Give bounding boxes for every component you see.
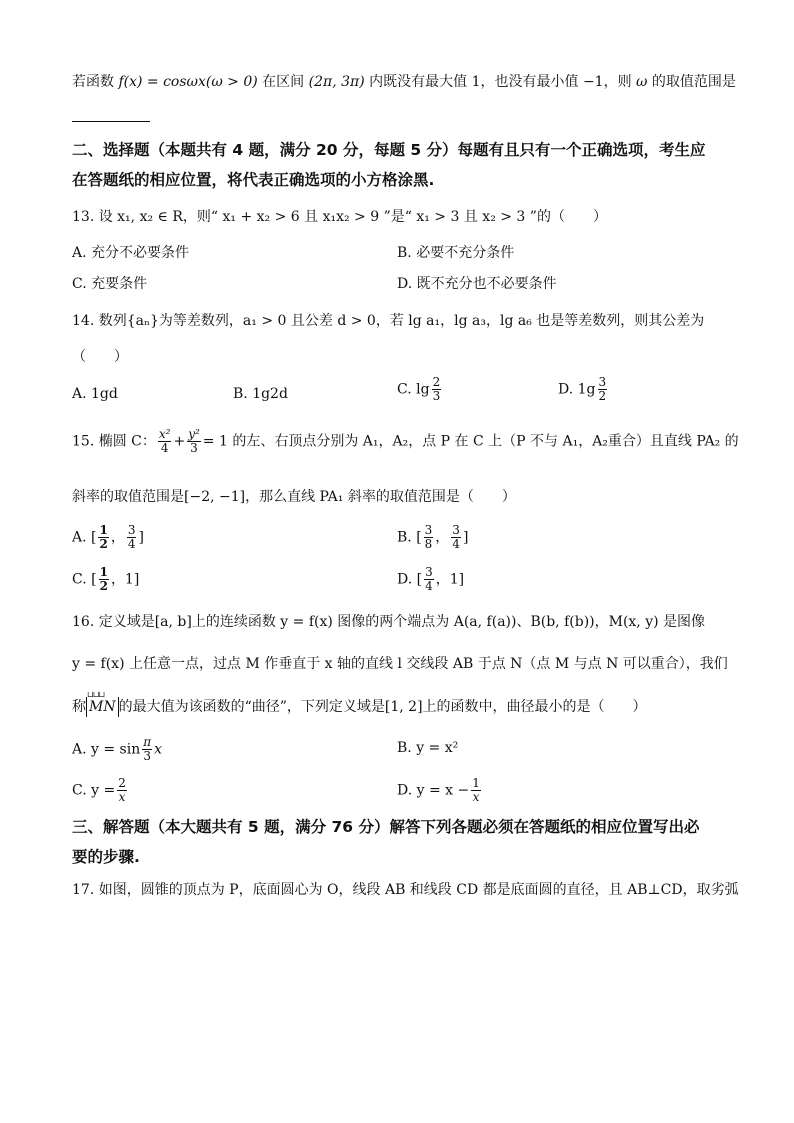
q13-option-d[interactable]: D. 既不充分也不必要条件 bbox=[397, 276, 557, 292]
q15-text-a: 15. 椭圆 C： bbox=[72, 433, 156, 450]
q12-stem bbox=[72, 72, 736, 92]
q14-stem: 14. 数列{aₙ}为等差数列，a₁ > 0 且公差 d > 0，若 lg a₁，lg a₃，lg a₆ 也是等差数列，则其公差为 bbox=[72, 313, 705, 329]
q15-x-fraction bbox=[158, 428, 172, 455]
q16-c-den: x bbox=[118, 790, 126, 804]
q15-b-end: ] bbox=[462, 529, 469, 546]
q14-d-den: 2 bbox=[598, 389, 607, 403]
q13-stem: 13. 设 x₁, x₂ ∈ R，则“ x₁ + x₂ > 6 且 x₁x₂ > 9 ”是“ x₁ > 3 且 x₂ > 3 ”的（ ） bbox=[72, 209, 607, 225]
q15-y-fraction bbox=[187, 428, 201, 455]
q15-a-end: ] bbox=[138, 529, 144, 546]
q16-a-end: x bbox=[154, 741, 163, 758]
section-3-line-2: 要的步骤. bbox=[72, 848, 140, 866]
q16-c-frac bbox=[117, 777, 127, 804]
q13-option-c[interactable]: C. 充要条件 bbox=[72, 276, 148, 292]
q15-b-d2: 4 bbox=[452, 537, 460, 551]
section-3-line-1: 三、解答题（本大题共有 5 题，满分 76 分）解答下列各题必须在答题纸的相应位置写出必 bbox=[72, 818, 700, 836]
q16-a-num: π bbox=[143, 735, 152, 749]
q15-d-frac bbox=[424, 566, 434, 593]
q15-b-n2: 3 bbox=[452, 523, 460, 537]
q14-d-num: 3 bbox=[598, 375, 607, 389]
q15-y-num: y² bbox=[188, 427, 200, 441]
q16-a-den: 3 bbox=[143, 749, 151, 763]
q16-option-d[interactable] bbox=[397, 777, 483, 804]
q15-a-d1: 2 bbox=[99, 537, 108, 551]
q15-b-frac-2 bbox=[451, 524, 461, 551]
q15-a-frac-2 bbox=[127, 524, 137, 551]
q12-omega: ω bbox=[636, 74, 648, 90]
q12-function: f(x) = cosωx(ω > 0) bbox=[118, 74, 258, 90]
q15-text-b: = 1 的左、右顶点分别为 A₁，A₂，点 P 在 C 上（P 不与 A₁，A₂重合）且直线 PA₂ 的 bbox=[202, 433, 739, 450]
q15-c-label: C. [ bbox=[72, 571, 97, 588]
q12-interval: (2π, 3π) bbox=[308, 74, 365, 90]
q15-d-d1: 4 bbox=[425, 579, 433, 593]
q14-option-a[interactable]: A. 1gd bbox=[72, 386, 118, 402]
q15-y-den: 3 bbox=[190, 441, 198, 455]
q16-a-label: A. y = sin bbox=[72, 741, 141, 758]
q14-c-den: 3 bbox=[432, 389, 441, 403]
q15-d-end: ，1] bbox=[435, 571, 465, 588]
q16-d-num: 1 bbox=[472, 776, 480, 790]
q15-d-n1: 3 bbox=[425, 565, 433, 579]
q16-text-b: 的最大值为该函数的“曲径”，下列定义域是[1, 2]上的函数中，曲径最小的是（ ） bbox=[118, 699, 647, 715]
q15-a-frac-1 bbox=[98, 524, 108, 551]
q17-stem: 17. 如图，圆锥的顶点为 P，底面圆心为 O，线段 AB 和线段 CD 都是底面圆的直径，且 AB⊥CD，取劣弧 bbox=[72, 882, 739, 898]
q15-b-d1: 8 bbox=[424, 537, 433, 551]
q14-c-label: C. lg bbox=[397, 381, 430, 398]
q12-text-c: 内既没有最大值 1，也没有最小值 −1，则 bbox=[364, 74, 637, 90]
q12-text-b: 在区间 bbox=[257, 74, 309, 90]
q14-d-label: D. 1g bbox=[558, 381, 596, 398]
q15-a-d2: 4 bbox=[127, 537, 136, 551]
q15-c-d1: 2 bbox=[99, 579, 108, 593]
q12-answer-blank bbox=[72, 121, 150, 122]
section-2-line-2: 在答题纸的相应位置，将代表正确选项的小方格涂黑. bbox=[72, 171, 435, 189]
q16-option-a[interactable] bbox=[72, 736, 162, 763]
section-2-line-1: 二、选择题（本题共有 4 题，满分 20 分，每题 5 分）每题有且只有一个正确选项，考生应 bbox=[72, 141, 706, 159]
q16-text-a: 称 bbox=[72, 699, 86, 715]
q15-c-end: ，1] bbox=[110, 571, 140, 588]
q15-a-comma: ， bbox=[110, 529, 125, 546]
q15-option-b[interactable] bbox=[397, 524, 468, 551]
q15-a-n2: 3 bbox=[127, 523, 136, 537]
section-3-heading bbox=[72, 812, 722, 872]
q15-option-c[interactable] bbox=[72, 566, 139, 593]
q16-stem-line-2: y = f(x) 上任意一点，过点 M 作垂直于 x 轴的直线 l 交线段 AB 于点 N（点 M 与点 N 可以重合），我们 bbox=[72, 656, 728, 672]
q13-option-b[interactable]: B. 必要不充分条件 bbox=[397, 245, 515, 261]
q14-option-c[interactable] bbox=[397, 376, 443, 403]
q15-stem bbox=[72, 428, 739, 455]
q15-c-frac bbox=[99, 566, 109, 593]
q15-a-label: A. [ bbox=[72, 529, 97, 546]
q15-plus: + bbox=[173, 433, 186, 450]
q12-text-a: 若函数 bbox=[72, 74, 119, 90]
q16-option-b[interactable]: B. y = x² bbox=[397, 740, 459, 756]
q15-b-frac-1 bbox=[424, 524, 434, 551]
q14-option-b[interactable]: B. 1g2d bbox=[233, 386, 288, 402]
q15-x-num: x² bbox=[158, 427, 171, 441]
q16-a-frac bbox=[142, 736, 152, 763]
q16-stem-line-1: 16. 定义域是[a, b]上的连续函数 y = f(x) 图像的两个端点为 A(a, f(a))、B(b, f(b))，M(x, y) 是图像 bbox=[72, 614, 706, 630]
q15-b-label: B. [ bbox=[397, 529, 422, 546]
q15-c-n1: 1 bbox=[99, 565, 108, 579]
q15-b-n1: 3 bbox=[424, 523, 433, 537]
q14-c-num: 2 bbox=[432, 375, 441, 389]
q12-text-d: 的取值范围是 bbox=[647, 74, 736, 90]
q16-option-c[interactable] bbox=[72, 777, 129, 804]
q16-d-label: D. y = x − bbox=[397, 782, 470, 799]
q16-c-num: 2 bbox=[118, 776, 126, 790]
q15-option-d[interactable] bbox=[397, 566, 464, 593]
section-2-heading bbox=[72, 135, 722, 195]
q14-c-fraction bbox=[432, 376, 442, 403]
q15-b-comma: ， bbox=[435, 529, 450, 546]
q16-vector-mn: ⊔⊔⊔ MN bbox=[86, 697, 119, 717]
q14-paren: （ ） bbox=[72, 349, 128, 365]
q14-d-fraction bbox=[598, 376, 608, 403]
q15-a-n1: 1 bbox=[99, 523, 108, 537]
q15-x-den: 4 bbox=[160, 441, 169, 455]
q16-stem-line-3 bbox=[72, 697, 647, 717]
q16-c-label: C. y = bbox=[72, 782, 116, 799]
q16-d-frac bbox=[471, 777, 481, 804]
q16-d-den: x bbox=[472, 790, 480, 804]
q15-stem-line-2: 斜率的取值范围是[−2, −1]，那么直线 PA₁ 斜率的取值范围是（ ） bbox=[72, 489, 516, 505]
q15-d-label: D. [ bbox=[397, 571, 423, 588]
q13-option-a[interactable]: A. 充分不必要条件 bbox=[72, 245, 190, 261]
q15-option-a[interactable] bbox=[72, 524, 144, 551]
q14-option-d[interactable] bbox=[558, 376, 609, 403]
